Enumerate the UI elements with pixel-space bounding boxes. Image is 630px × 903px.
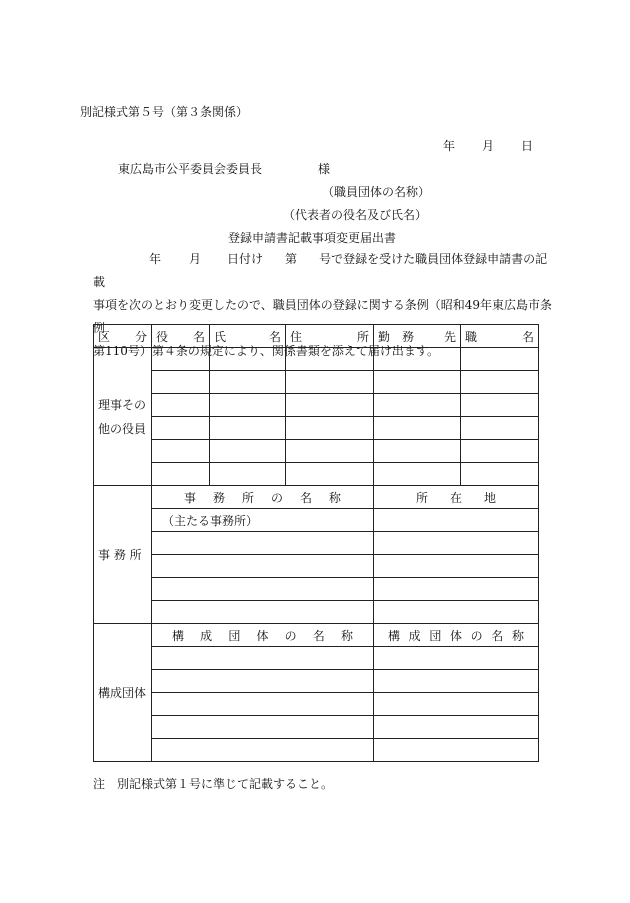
table-row [94,601,539,624]
member-header-row [94,624,539,647]
date-line [443,138,533,154]
office-name-header: 事 務 所 の 名 称 [152,486,374,509]
table-row [94,440,539,463]
table-row [94,555,539,578]
table-row [94,509,539,532]
header-workplace: 勤 務 先 [374,325,461,348]
member-name-header-2: 構 成 団 体 の 名 称 [374,624,539,647]
member-name-header-1: 構 成 団 体 の 名 称 [152,624,374,647]
table-row [94,463,539,486]
header-title: 役 名 [152,325,210,348]
office-header-row [94,486,539,509]
org-name-label: （職員団体の名称） [322,185,431,199]
table-row [94,716,539,739]
table-row [94,693,539,716]
header-category: 区 分 [94,325,152,348]
table-header-row [94,325,539,348]
office-location-header: 所 在 地 [374,486,539,509]
table-row [94,417,539,440]
representative-label: （代表者の役名及び氏名） [283,208,428,222]
table-row [94,670,539,693]
change-notification-table [93,324,539,762]
main-office-label[interactable]: （主たる事務所） [152,509,374,532]
officers-label: 理事その他の役員 [94,348,152,486]
table-row [94,739,539,762]
header-address: 住 所 [286,325,374,348]
date-month-label: 月 [481,139,494,153]
table-row [94,532,539,555]
honorific: 様 [318,162,331,176]
table-row [94,348,539,371]
member-label: 構成団体 [94,624,152,762]
table-row [94,371,539,394]
table-row [94,394,539,417]
date-day-label: 日 [520,139,533,153]
body-line-2: 事項を次のとおり変更したので、職員団体の登録に関する条例（昭和49年東広島市条例 [93,298,553,335]
body-line-3: 第110号）第４条の規定により、関係書類を添えて届け出ます。 [93,344,439,358]
table-row [94,578,539,601]
date-year-label: 年 [443,139,456,153]
addressee: 東広島市公平委員会委員長 [118,162,263,176]
document-title: 登録申請書記載事項変更届出書 [228,231,397,245]
office-label: 事 務 所 [94,486,152,624]
header-position: 職 名 [461,325,539,348]
header-name: 氏 名 [210,325,286,348]
table-row [94,647,539,670]
body-line-1: 年 月 日付け 第 号で登録を受けた職員団体登録申請書の記載 [93,252,548,289]
form-number: 別記様式第５号（第３条関係） [80,105,249,119]
footnote: 注 別記様式第１号に準じて記載すること。 [93,777,334,791]
